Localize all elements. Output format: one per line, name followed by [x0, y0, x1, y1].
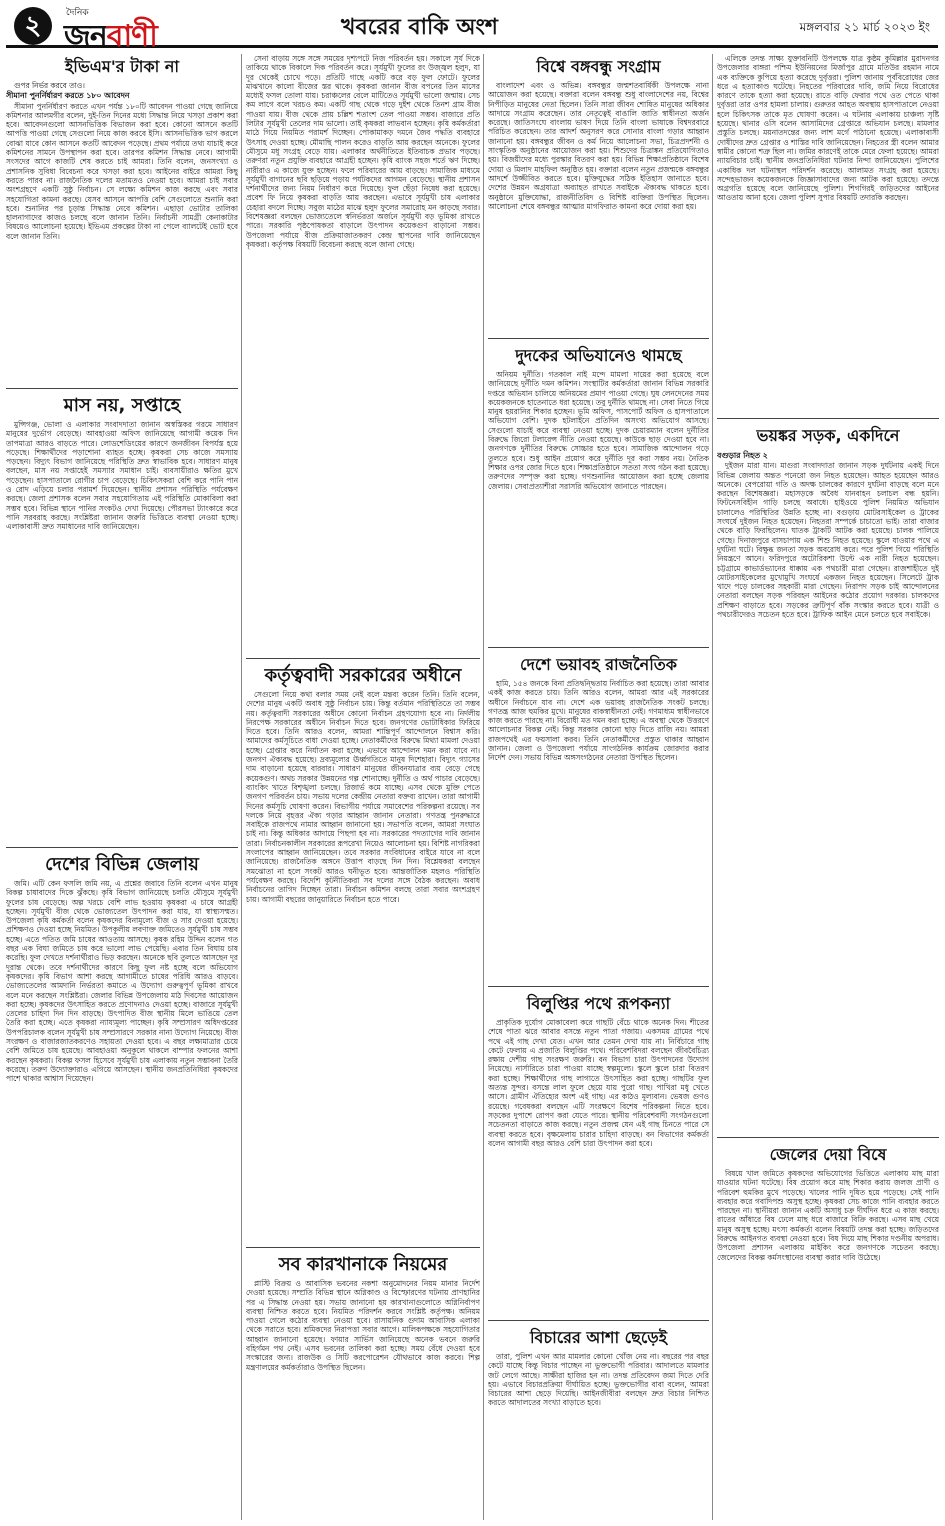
article-poison	[717, 1142, 939, 1520]
article-authoritarian	[246, 663, 480, 1243]
article-body: হামি, ১৫৪ জনকে বিনা প্রতিদ্বন্দ্বিতায় নির্বাচিত করা হয়েছে। তারা আবার একই কাজ করতে চায়। তিনি আরও বলেন, আমরা আর এই সরকারের অধীনে নির্বাচনে যাব না। দেশে এক ভয়াবহ রাজনৈতিক সংকট চলছে। গণতন্ত্র আজ হুমকির মুখে। মানুষের বাকস্বাধীনতা নেই। গণমাধ্যম স্বাধীনভাবে কাজ করতে পারছে না। বিরোধী মত দমন করা হচ্ছে। এ অবস্থা থেকে উত্তরণে আলোচনার বিকল্প নেই। কিন্তু সরকার কোনো ছাড় দিতে রাজি নয়। আমরা রাজপথেই এর ফয়সালা করব। তিনি নেতাকর্মীদের প্রস্তুত থাকার আহ্বান জানান। জেলা ও উপজেলা পর্যায়ে সাংগঠনিক কার্যক্রম জোরদার করার নির্দেশ দেন। সভায় বিভিন্ন অঙ্গসংগঠনের নেতারা উপস্থিত ছিলেন।	[488, 679, 709, 763]
article-justice	[488, 1325, 709, 1505]
divider	[488, 986, 709, 987]
article-body: প্রাকৃতিক দুর্যোগ মোকাবেলা করে গাছটি বেঁচে থাকে অনেক দিন। শীতের শেষে পাতা ঝরে আবার বসন্তে নতুন পাতা গজায়। একসময় গ্রামের পথে পথে এই গাছ দেখা যেত। এখন আর তেমন দেখা যায় না। নির্বিচারে গাছ কেটে ফেলায় এ প্রজাতি বিলুপ্তির পথে। পরিবেশবিদরা বলছেন জীববৈচিত্র্য রক্ষায় দেশীয় গাছ সংরক্ষণ জরুরি। বন বিভাগ চারা উৎপাদনের উদ্যোগ নিয়েছে। নার্সারিতে চারা পাওয়া যাচ্ছে স্বল্পমূল্যে। স্কুলে স্কুলে চারা বিতরণ করা হচ্ছে। শিক্ষার্থীদের গাছ লাগাতে উৎসাহিত করা হচ্ছে। গাছটির ফুল অত্যন্ত সুন্দর। বসন্তে লাল ফুলে ছেয়ে যায় পুরো গাছ। পাখিরা মধু খেতে আসে। গ্রামীণ ঐতিহ্যের অংশ এই গাছ। এর কাঠও মূল্যবান। ভেষজ গুণও রয়েছে। গবেষকরা বলছেন এটি সংরক্ষণে বিশেষ পরিকল্পনা নিতে হবে। সড়কের দুপাশে রোপণ করা যেতে পারে। স্থানীয় পরিবেশবাদী সংগঠনগুলো সচেতনতা বাড়াতে কাজ করছে। নতুন প্রজন্ম যেন এই গাছ চিনতে পারে সে ব্যবস্থা করতে হবে। বৃক্ষমেলায় চারার চাহিদা বাড়ছে। বন বিভাগের কর্মকর্তা বলেন আগামী বছর আরও বেশি চারা উৎপাদন করা হবে।	[488, 1018, 709, 1148]
article-headline: সব কারখানাকে নিয়মের	[278, 1254, 448, 1275]
article-headline: বিচারের আশা ছেড়েই	[529, 1328, 668, 1347]
article-murder	[717, 54, 939, 414]
article-districts	[6, 852, 238, 1520]
article-headline: দেশের বিভিন্ন জেলায়	[45, 854, 199, 875]
date-line: মঙ্গলবার ২১ মার্চ ২০২৩ ইং	[799, 20, 930, 34]
article-body: প্লাস্টি বিক্রয় ও আবাসিক ভবনের নকশা অনুমোদনের নিয়ম মানার নির্দেশ দেওয়া হয়েছে। সম্প্রতি বিভিন্ন স্থানে অগ্নিকাণ্ড ও বিস্ফোরণের ঘটনায় প্রাণহানির পর এ সিদ্ধান্ত নেওয়া হয়। সভায় জানানো হয় কারখানাগুলোতে অগ্নিনির্বাপণ ব্যবস্থা নিশ্চিত করতে হবে। নিয়মিত পরিদর্শন করবে সংশ্লিষ্ট কর্তৃপক্ষ। অনিয়ম পাওয়া গেলে কঠোর ব্যবস্থা নেওয়া হবে। রাসায়নিক গুদাম আবাসিক এলাকা থেকে সরাতে হবে। শ্রমিকদের নিরাপত্তা সবার আগে। মালিকপক্ষকে সহযোগিতার আহ্বান জানানো হয়েছে। ফায়ার সার্ভিস জানিয়েছে অনেক ভবনে জরুরি বহির্গমন পথ নেই। এসব ভবনের তালিকা করা হচ্ছে। সময় বেঁধে দেওয়া হবে সংস্কারের জন্য। রাজউক ও সিটি করপোরেশন যৌথভাবে কাজ করবে। শিল্প মন্ত্রণালয়ের কর্মকর্তারাও উপস্থিত ছিলেন।	[246, 1279, 480, 1372]
masthead	[6, 4, 938, 54]
column-rule	[483, 54, 484, 1520]
article-factories	[246, 1252, 480, 1520]
article-body: তারা, পুলিশ এখন আর মামলার কোনো খোঁজ নেয় না। বছরের পর বছর কেটে যাচ্ছে কিন্তু বিচার পাচ্ছেন না ভুক্তভোগী পরিবার। আদালতে মামলার জট লেগে আছে। সাক্ষীরা হাজির হন না। তদন্ত প্রতিবেদন জমা দিতে দেরি হয়। এভাবে বিচারপ্রক্রিয়া দীর্ঘায়িত হচ্ছে। ভুক্তভোগীর বাবা বলেন, আমরা বিচারের আশা ছেড়ে দিয়েছি। আইনজীবীরা বলছেন দ্রুত বিচার নিশ্চিত করতে আদালতের সংখ্যা বাড়াতে হবে।	[488, 1352, 709, 1408]
article-subhead: সীমানা পুনর্নির্ধারণ করতে ১৮০ আবেদন	[6, 91, 130, 101]
article-political-crisis	[488, 652, 709, 982]
article-headline: দেশে ভয়াবহ রাজনৈতিক	[519, 655, 678, 674]
column-rule	[712, 54, 713, 1520]
divider	[488, 1320, 709, 1321]
divider	[6, 388, 238, 389]
article-headline: কর্তৃত্ববাদী সরকারের অধীনে	[264, 665, 462, 686]
article-body: অনিয়ম দুর্নীতি। গতকাল নাই মন্দে মামলা দায়ের করা হয়েছে বলে জানিয়েছে দুর্নীতি দমন কমিশন। সংস্থাটির কর্মকর্তারা জানান বিভিন্ন সরকারি দপ্তরে অভিযান চালিয়ে অনিয়মের প্রমাণ পাওয়া গেছে। ঘুষ লেনদেনের সময় কয়েকজনকে হাতেনাতে ধরা হয়েছে। তবু দুর্নীতি থামছে না। সেবা নিতে গিয়ে মানুষ হয়রানির শিকার হচ্ছেন। ভূমি অফিস, পাসপোর্ট অফিস ও হাসপাতালে অভিযোগ বেশি। দুদক হটলাইনে প্রতিদিন অসংখ্য অভিযোগ আসছে। সেগুলো যাচাই করে ব্যবস্থা নেওয়া হচ্ছে। দুদক চেয়ারম্যান বলেন দুর্নীতির বিরুদ্ধে জিরো টলারেন্স নীতি নেওয়া হয়েছে। কাউকে ছাড় দেওয়া হবে না। জনগণকে দুর্নীতির বিরুদ্ধে সোচ্চার হতে হবে। সামাজিক আন্দোলন গড়ে তুলতে হবে। শুধু আইন প্রয়োগ করে দুর্নীতি দূর করা সম্ভব নয়। নৈতিক শিক্ষার ওপর জোর দিতে হবে। শিক্ষাপ্রতিষ্ঠানে সততা সংঘ গঠন করা হয়েছে। তরুণদের সম্পৃক্ত করা হচ্ছে। গণশুনানির আয়োজন করা হচ্ছে জেলায় জেলায়। সেবাপ্রত্যাশীরা সরাসরি অভিযোগ জানাতে পারছেন।	[488, 370, 709, 491]
article-body: জমি। এটি কেন ফসলি জমি নয়, এ প্রশ্নের জবাবে তিনি বলেন এখন মানুষ বিকল্প চাষাবাদের দিকে ঝুঁকছে। কৃষি বিভাগ জানিয়েছে চলতি মৌসুমে সূর্যমুখী ফুলের চাষ বেড়েছে। অল্প খরচে বেশি লাভ হওয়ায় কৃষকরা এ চাষে আগ্রহী হচ্ছেন। সূর্যমুখী বীজ থেকে ভোজ্যতেল উৎপাদন করা যায়, যা স্বাস্থ্যসম্মত। উপজেলা কৃষি কর্মকর্তা বলেন কৃষকদের বিনামূল্যে বীজ ও সার দেওয়া হয়েছে। প্রশিক্ষণও দেওয়া হচ্ছে নিয়মিত। উপকূলীয় লবণাক্ত জমিতেও সূর্যমুখী চাষ সম্ভব হচ্ছে। এতে পতিত জমি চাষের আওতায় আসছে। কৃষক রহিম উদ্দিন বলেন গত বছর এক বিঘা জমিতে চাষ করে ভালো লাভ পেয়েছি। এবার তিন বিঘায় চাষ করেছি। ফুল দেখতে দর্শনার্থীরাও ভিড় করছেন। অনেকে ছবি তুলতে আসছেন দূর দূরান্ত থেকে। তবে দর্শনার্থীদের কারণে কিছু ফুল নষ্ট হচ্ছে বলে অভিযোগ কৃষকদের। কৃষি বিভাগ আশা করছে আগামীতে চাষের পরিধি আরও বাড়বে। ভোজ্যতেলের আমদানি নির্ভরতা কমাতে এ উদ্যোগ গুরুত্বপূর্ণ ভূমিকা রাখবে বলে মনে করছেন সংশ্লিষ্টরা। জেলার বিভিন্ন উপজেলায় মাঠ দিবসের আয়োজন করা হচ্ছে। কৃষকদের উৎসাহিত করতে প্রণোদনাও দেওয়া হচ্ছে। বাজারে সূর্যমুখী তেলের চাহিদা দিন দিন বাড়ছে। উৎপাদিত বীজ স্থানীয় মিলে ভাঙিয়ে তেল তৈরি করা হচ্ছে। এতে কৃষকরা ন্যায্যমূল্য পাচ্ছেন। কৃষি সম্প্রসারণ অধিদপ্তরের উপপরিচালক বলেন সূর্যমুখী চাষ সম্প্রসারণে সরকার নানা উদ্যোগ নিয়েছে। বীজ সংরক্ষণ ও বাজারজাতকরণেও সহায়তা দেওয়া হবে। এ বছর লক্ষ্যমাত্রার চেয়ে বেশি জমিতে চাষ হয়েছে। আবহাওয়া অনুকূলে থাকলে বাম্পার ফলনের আশা করছেন কৃষকরা। বিকল্প ফসল হিসেবে সূর্যমুখী চাষ এলাকায় নতুন সম্ভাবনা তৈরি করেছে। তরুণ উদ্যোক্তারাও এগিয়ে আসছেন। স্থানীয় জনপ্রতিনিধিরা কৃষকদের পাশে থাকার আশ্বাস দিয়েছেন।	[6, 879, 238, 1084]
article-evm	[6, 54, 238, 384]
article-lead: গুপর নির্ভর করবে তাও।	[14, 81, 85, 90]
article-headline: বিলুপ্তির পথে রূপকন্যা	[526, 994, 671, 1013]
article-headline: ভয়ঙ্কর সড়ক, একদিনে	[756, 426, 900, 445]
logo-tagline: দৈনিক	[66, 8, 89, 18]
article-sunflower-cont	[246, 54, 480, 654]
article-headline: দুদকের অভিযানেও থামছে	[515, 346, 682, 365]
article-body: দুইজন মারা যান। মাগুরা সংবাদদাতা জানান সড়ক দুর্ঘটনায় একই দিনে বিভিন্ন জেলায় অন্তত পনেরো জন নিহত হয়েছেন। আহত হয়েছেন আরও অনেকে। বেপরোয়া গতি ও অদক্ষ চালকের কারণে দুর্ঘটনা বাড়ছে বলে মনে করছেন বিশেষজ্ঞরা। মহাসড়কে অবৈধ যানবাহন চলাচল বন্ধ হয়নি। ফিটনেসবিহীন গাড়ি চলছে অবাধে। হাইওয়ে পুলিশ নিয়মিত অভিযান চালালেও পরিস্থিতির উন্নতি হচ্ছে না। বগুড়ায় মোটরসাইকেল ও ট্রাকের সংঘর্ষে দুইজন নিহত হয়েছেন। নিহতরা সম্পর্কে চাচাতো ভাই। তারা বাজার থেকে বাড়ি ফিরছিলেন। ঘাতক ট্রাকটি আটক করা হয়েছে। চালক পালিয়ে গেছে। দিনাজপুরে বাসচাপায় এক শিশু নিহত হয়েছে। স্কুলে যাওয়ার পথে এ দুর্ঘটনা ঘটে। বিক্ষুব্ধ জনতা সড়ক অবরোধ করে। পরে পুলিশ গিয়ে পরিস্থিতি নিয়ন্ত্রণে আনে। ফরিদপুরে অটোরিকশা উল্টে এক নারী নিহত হয়েছেন। চট্টগ্রামে কাভার্ডভ্যানের ধাক্কায় এক পথচারী মারা গেছেন। রাজশাহীতে দুই মোটরসাইকেলের মুখোমুখি সংঘর্ষে একজন নিহত হয়েছেন। সিলেটে ট্রাক খাদে পড়ে চালকের সহকারী মারা গেছেন। নিরাপদ সড়ক চাই আন্দোলনের নেতারা বলছেন সড়ক পরিবহন আইনের কঠোর প্রয়োগ দরকার। চালকদের প্রশিক্ষণ বাড়াতে হবে। সড়কের ত্রুটিপূর্ণ বাঁক সংস্কার করতে হবে। যাত্রী ও পথচারীদেরও সচেতন হতে হবে। ট্রাফিক আইন মেনে চলতে হবে সবাইকে।	[717, 461, 939, 620]
section-title: খবরের বাকি অংশ	[341, 15, 498, 40]
divider	[6, 847, 238, 848]
article-headline: বিশ্বে বঙ্গবন্ধু সংগ্রাম	[536, 57, 661, 76]
article-body: সেনা বাড়ায় সঙ্গে সঙ্গে সময়ের দৃশ্যপটে নিজ পরিবর্তন হয়। সকালে সূর্য দিকে তাকিয়ে থাকে বিকালে দিক পরিবর্তন করে। সূর্যমুখী ফুলের রং উজ্জ্বল হলুদ, যা দূর থেকেই চোখে পড়ে। প্রতিটি গাছে একটি করে বড় ফুল ফোটে। ফুলের মাঝখানে কালো বীজের স্তর থাকে। কৃষকরা জানান বীজ বপনের তিন মাসের মধ্যেই ফসল তোলা যায়। চরাঞ্চলের বেলে মাটিতেও সূর্যমুখী ভালো জন্মায়। সেচ কম লাগে বলে খরচও কম। একটি গাছ থেকে গড়ে দুইশ থেকে তিনশ গ্রাম বীজ পাওয়া যায়। বীজ থেকে প্রায় চল্লিশ শতাংশ তেল পাওয়া সম্ভব। বাজারে প্রতি লিটার সূর্যমুখী তেলের দাম ভালো। তাই কৃষকরা লাভবান হচ্ছেন। কৃষি কর্মকর্তারা মাঠে গিয়ে নিয়মিত পরামর্শ দিচ্ছেন। পোকামাকড় দমনে জৈব পদ্ধতি ব্যবহারে উৎসাহ দেওয়া হচ্ছে। মৌমাছি পালন করেও বাড়তি আয় করছেন অনেকে। ফুলের মৌসুমে মধু সংগ্রহ বেড়ে যায়। এলাকার অর্থনীতিতে ইতিবাচক প্রভাব পড়ছে। তরুণরা নতুন প্রযুক্তি ব্যবহারে আগ্রহী হচ্ছেন। কৃষি ব্যাংক সহজ শর্তে ঋণ দিচ্ছে। নারীরাও এ কাজে যুক্ত হচ্ছেন। ফলে পরিবারের আয় বাড়ছে। সামাজিক মাধ্যমে সূর্যমুখী বাগানের ছবি ছড়িয়ে পড়ায় পর্যটকদের আগমন বেড়েছে। স্থানীয় প্রশাসন দর্শনার্থীদের জন্য নিয়ম নির্ধারণ করে দিয়েছে। ফুল ছেঁড়া নিষেধ করা হয়েছে। প্রবেশ ফি নিয়ে কৃষকরা বাড়তি আয় করছেন। এভাবে সূর্যমুখী চাষ এলাকার চেহারা বদলে দিচ্ছে। সবুজ মাঠের মাঝে হলুদ ফুলের সমারোহ মন কাড়ছে সবার। বিশেষজ্ঞরা বলছেন ভোজ্যতেলে স্বনির্ভরতা অর্জনে সূর্যমুখী বড় ভূমিকা রাখতে পারে। সরকারি পৃষ্ঠপোষকতা বাড়ালে উৎপাদন কয়েকগুণ বাড়ানো সম্ভব। উপজেলা পর্যায়ে বীজ প্রক্রিয়াজাতকরণ কেন্দ্র স্থাপনের দাবি জানিয়েছেন কৃষকরা। কর্তৃপক্ষ বিষয়টি বিবেচনা করছে বলে জানা গেছে।	[246, 54, 480, 249]
article-month-week	[6, 393, 238, 843]
article-body: এলিকে তদন্ত সাক্ষ্য যুক্তাবনিটি উপলক্ষে যাত্র কুষ্ঠম কুমিল্লার মুরাদনগর উপজেলার বাঙ্গরা পশ্চিম ইউনিয়নের মির্জাপুর গ্রামে মতিউর রহমান নামে এক ব্যক্তিকে কুপিয়ে হত্যা করেছে দুর্বৃত্তরা। পুলিশ জানায় পূর্ববিরোধের জের ধরে এ হত্যাকাণ্ড ঘটেছে। নিহতের পরিবারের দাবি, জমি নিয়ে বিরোধের কারণে তাকে হত্যা করা হয়েছে। রাতে বাড়ি ফেরার পথে ওত পেতে থাকা দুর্বৃত্তরা তার ওপর হামলা চালায়। গুরুতর আহত অবস্থায় হাসপাতালে নেওয়া হলে চিকিৎসক তাকে মৃত ঘোষণা করেন। এ ঘটনায় এলাকায় চাঞ্চল্য সৃষ্টি হয়েছে। থানার ওসি বলেন আসামিদের গ্রেপ্তারে অভিযান চলছে। মামলার প্রস্তুতি চলছে। ময়নাতদন্তের জন্য লাশ মর্গে পাঠানো হয়েছে। এলাকাবাসী দোষীদের দ্রুত গ্রেপ্তার ও শাস্তির দাবি জানিয়েছেন। নিহতের স্ত্রী বলেন আমার স্বামীর কোনো শত্রু ছিল না। জমির কারণেই তাকে মেরে ফেলা হয়েছে। আমরা ন্যায়বিচার চাই। স্থানীয় জনপ্রতিনিধিরা ঘটনার নিন্দা জানিয়েছেন। পুলিশের একাধিক দল ঘটনাস্থল পরিদর্শন করেছে। আলামত সংগ্রহ করা হয়েছে। সন্দেহভাজন কয়েকজনকে জিজ্ঞাসাবাদের জন্য আটক করা হয়েছে। তদন্তে অগ্রগতি হয়েছে বলে জানিয়েছে পুলিশ। শিগগিরই জড়িতদের আইনের আওতায় আনা হবে। জেলা পুলিশ সুপার বিষয়টি তদারকি করছেন।	[717, 54, 939, 203]
column-1	[6, 54, 238, 1520]
article-body: বিষয়ে খাল জমিতে কৃষকদের অভিযোগের ভিত্তিতে এলাকায় মাছ মারা যাওয়ার ঘটনা ঘটেছে। বিষ প্রয়োগ করে মাছ শিকার করায় জলজ প্রাণী ও পরিবেশ হুমকির মুখে পড়েছে। খালের পানি দূষিত হয়ে পড়েছে। সেই পানি ব্যবহার করে গবাদিপশু অসুস্থ হচ্ছে। কৃষকরা সেচ কাজে পানি ব্যবহার করতে পারছেন না। স্থানীয়রা জানান একটি অসাধু চক্র দীর্ঘদিন ধরে এ কাজ করছে। রাতের আঁধারে বিষ ঢেলে মাছ ধরে বাজারে বিক্রি করছে। এসব মাছ খেয়ে মানুষ অসুস্থ হচ্ছে। মৎস্য কর্মকর্তা বলেন বিষয়টি তদন্ত করা হচ্ছে। জড়িতদের বিরুদ্ধে আইনগত ব্যবস্থা নেওয়া হবে। বিষ দিয়ে মাছ শিকার দণ্ডনীয় অপরাধ। উপজেলা প্রশাসন এলাকায় মাইকিং করে জনগণকে সচেতন করছে। জেলেদের বিকল্প কর্মসংস্থানের ব্যবস্থা করার দাবি উঠেছে।	[717, 1169, 939, 1262]
column-3	[488, 54, 709, 1520]
article-body: বাংলাদেশ এবং ও অভিন্ন। বঙ্গবন্ধুর জন্মশতবার্ষিকী উপলক্ষে নানা আয়োজন করা হয়েছে। বক্তারা বলেন বঙ্গবন্ধু শুধু বাংলাদেশের নয়, বিশ্বের নিপীড়িত মানুষের নেতা ছিলেন। তিনি সারা জীবন শোষিত মানুষের অধিকার আদায়ে সংগ্রাম করেছেন। তার নেতৃত্বেই বাঙালি জাতি স্বাধীনতা অর্জন করেছে। জাতিসংঘে বাংলায় ভাষণ দিয়ে তিনি বাংলা ভাষাকে বিশ্বদরবারে পরিচিত করেছেন। তার আদর্শ অনুসরণ করে সোনার বাংলা গড়ার আহ্বান জানানো হয়। বঙ্গবন্ধুর জীবন ও কর্ম নিয়ে আলোচনা সভা, চিত্রপ্রদর্শনী ও সাংস্কৃতিক অনুষ্ঠানের আয়োজন করা হয়। শিশুদের চিত্রাঙ্কন প্রতিযোগিতাও হয়। বিজয়ীদের মধ্যে পুরস্কার বিতরণ করা হয়। বিভিন্ন শিক্ষাপ্রতিষ্ঠানে বিশেষ দোয়া ও মিলাদ মাহফিল অনুষ্ঠিত হয়। বক্তারা বলেন নতুন প্রজন্মকে বঙ্গবন্ধুর আদর্শে উজ্জীবিত করতে হবে। মুক্তিযুদ্ধের সঠিক ইতিহাস জানাতে হবে। দেশের উন্নয়ন অগ্রযাত্রা অব্যাহত রাখতে সবাইকে ঐক্যবদ্ধ থাকতে হবে। অনুষ্ঠানে মুক্তিযোদ্ধা, রাজনীতিবিদ ও বিশিষ্ট ব্যক্তিরা উপস্থিত ছিলেন। আলোচনা শেষে বঙ্গবন্ধুর আত্মার মাগফিরাত কামনা করে দোয়া করা হয়।	[488, 81, 709, 211]
article-headline: জেলের দেয়া বিষে	[769, 1145, 887, 1164]
divider	[717, 1137, 939, 1138]
divider	[246, 1247, 480, 1248]
article-acc	[488, 343, 709, 643]
divider	[488, 647, 709, 648]
page-number-badge: ২	[14, 7, 52, 45]
logo-part-2: বাণী	[106, 19, 157, 54]
divider	[717, 418, 939, 419]
article-road-accidents	[717, 423, 939, 1133]
article-body: সেগুলো নিয়ে কথা বলার সময় নেই বলে মন্তব্য করেন তিনি। তিনি বলেন, দেশের মানুষ একটি অবাধ সুষ্ঠু নির্বাচন চায়। কিন্তু বর্তমান পরিস্থিতিতে তা সম্ভব নয়। কর্তৃত্ববাদী সরকারের অধীনে কোনো নির্বাচন গ্রহণযোগ্য হবে না। নির্দলীয় নিরপেক্ষ সরকারের অধীনে নির্বাচন দিতে হবে। জনগণের ভোটাধিকার ফিরিয়ে দিতে হবে। তিনি আরও বলেন, আমরা শান্তিপূর্ণ আন্দোলনে বিশ্বাস করি। আমাদের কর্মসূচিতে বাধা দেওয়া হচ্ছে। নেতাকর্মীদের বিরুদ্ধে মিথ্যা মামলা দেওয়া হচ্ছে। গ্রেপ্তার করে নির্যাতন করা হচ্ছে। এভাবে আন্দোলন দমন করা যাবে না। জনগণ ঐক্যবদ্ধ হয়েছে। দ্রব্যমূল্যের ঊর্ধ্বগতিতে মানুষ দিশেহারা। বিদ্যুৎ গ্যাসের দাম বাড়ানো হয়েছে বারবার। সাধারণ মানুষের জীবনযাত্রার ব্যয় বেড়ে গেছে কয়েকগুণ। অথচ সরকার উন্নয়নের গল্প শোনাচ্ছে। দুর্নীতি ও অর্থ পাচার বেড়েছে। ব্যাংকিং খাতে বিশৃঙ্খলা চলছে। রিজার্ভ কমে যাচ্ছে। এসব থেকে মুক্তি পেতে জনগণ পরিবর্তন চায়। সভায় দলের কেন্দ্রীয় নেতারা বক্তব্য রাখেন। তারা আগামী দিনের কর্মসূচি ঘোষণা করেন। বিভাগীয় পর্যায়ে সমাবেশের পরিকল্পনা রয়েছে। সব দলকে নিয়ে বৃহত্তর ঐক্য গড়ার আহ্বান জানান নেতারা। গণতন্ত্র পুনরুদ্ধারে সবাইকে রাজপথে নামার আহ্বান জানানো হয়। সভাপতি বলেন, আমরা সংঘাত চাই না। কিন্তু অধিকার আদায়ে পিছপা হব না। সরকারের পদত্যাগের দাবি জানান তারা। নির্বাচনকালীন সরকারের রূপরেখা নিয়েও আলোচনা হয়। বিশিষ্ট নাগরিকরা সংলাপের আহ্বান জানিয়েছেন। তবে সরকার সংবিধানের বাইরে যাবে না বলে জানিয়েছে। রাজনৈতিক অঙ্গনে উত্তাপ বাড়ছে দিন দিন। বিশ্লেষকরা বলছেন সমঝোতা না হলে সংকট আরও ঘনীভূত হবে। আন্তর্জাতিক মহলও পরিস্থিতি পর্যবেক্ষণ করছে। বিদেশি কূটনীতিকরা সব দলের সঙ্গে বৈঠক করছেন। অবাধ নির্বাচনের তাগিদ দিচ্ছেন তারা। নির্বাচন কমিশন বলছে তারা সবার অংশগ্রহণ চায়। আগামী বছরের জানুয়ারিতে নির্বাচন হতে পারে।	[246, 690, 480, 904]
column-2	[246, 54, 480, 1520]
article-body: মুন্সিগঞ্জ, ভোলা ও এলাকার সংবাদদাতা জানান অস্বস্তিকর গরমে সাধারণ মানুষের দুর্ভোগ বেড়েছে। আবহাওয়া অফিস জানিয়েছে আগামী কয়েক দিন তাপমাত্রা আরও বাড়তে পারে। লোডশেডিংয়ের কারণে জনজীবন বিপর্যস্ত হয়ে পড়েছে। শিক্ষার্থীদের পড়াশোনা ব্যাহত হচ্ছে। কৃষকরা সেচ কাজে সমস্যায় পড়ছেন। বিদ্যুৎ বিভাগ জানিয়েছে পরিস্থিতি দ্রুত স্বাভাবিক হবে। সাধারণ মানুষ বলছেন, মাস নয় সপ্তাহেই সমস্যার সমাধান চাই। ব্যবসায়ীরাও ক্ষতির মুখে পড়েছেন। হাসপাতালে রোগীর চাপ বেড়েছে। চিকিৎসকরা বেশি করে পানি পান ও রোদ এড়িয়ে চলার পরামর্শ দিয়েছেন। স্থানীয় প্রশাসন পরিস্থিতি পর্যবেক্ষণ করছে। জেলা প্রশাসক বলেন সবার সহযোগিতায় এই পরিস্থিতি মোকাবিলা করা সম্ভব হবে। বিভিন্ন স্থানে পানির সংকটও দেখা দিয়েছে। পৌরসভা ট্যাংকারে করে পানি সরবরাহ করছে। সংশ্লিষ্টরা জানান জরুরি ভিত্তিতে ব্যবস্থা নেওয়া হচ্ছে। এলাকাবাসী দ্রুত সমাধানের দাবি জানিয়েছেন।	[6, 420, 238, 532]
article-headline: মাস নয়, সপ্তাহে	[63, 395, 181, 416]
article-subhead: বগুড়ার নিহত ২	[717, 451, 768, 460]
divider	[246, 658, 480, 659]
column-4	[717, 54, 939, 1520]
divider	[488, 338, 709, 339]
article-headline: ইভিএম'র টাকা না	[64, 57, 180, 76]
article-bangabandhu	[488, 54, 709, 334]
article-extinction	[488, 991, 709, 1316]
column-rule	[241, 54, 242, 1520]
logo-part-1: জন	[64, 19, 107, 54]
article-body: সীমানা পুনর্নির্ধারণ করতে এখন পর্যন্ত ১৮০টি আবেদন পাওয়া গেছে জানিয়ে কমিশনার আলমগীর বলেন, দুই-তিন দিনের মধ্যে সিদ্ধান্ত নিয়ে খসড়া প্রকাশ করা হবে। আবেদনগুলো আসনভিত্তিক বিভাজন করা হবে। কোনো আসনে কতটি আপত্তি পাওয়া গেছে সেগুলো নিয়ে কাজ করবে ইসি। আসনভিত্তিক ভাগ করলে বোঝা যাবে কোন আসনে কতটি আবেদন পড়েছে। প্রথম পর্যায়ে তথ্য যাচাই করে কমিশনের সামনে উপস্থাপন করা হবে। তারপর কমিশন সিদ্ধান্ত নেবে। আগামী সংসদের আগে কাজটি শেষ করতে চাই আমরা। তিনি বলেন, জনসংখ্যা ও প্রশাসনিক সুবিধা বিবেচনা করে খসড়া করা হবে। আইনের বাইরে আমরা কিছু করতে পারব না। রাজনৈতিক দলের মতামতও নেওয়া হবে। আমরা চাই সবার অংশগ্রহণে একটি সুষ্ঠু নির্বাচন। সে লক্ষ্যে কমিশন কাজ করছে এবং সবার সহযোগিতা কামনা করছে। যেসব আসনে আপত্তি বেশি সেগুলোতে শুনানি করা হবে। শুনানির পর চূড়ান্ত সিদ্ধান্ত নেবে কমিশন। এছাড়া ভোটার তালিকা হালনাগাদের কাজও চলছে বলে জানান তিনি। নির্বাচনী সামগ্রী কেনাকাটার বিষয়েও আলোচনা হয়েছে। ইভিএম প্রকল্পের টাকা না পেলে ব্যালটেই ভোট হবে বলে জানান তিনি।	[6, 101, 238, 241]
